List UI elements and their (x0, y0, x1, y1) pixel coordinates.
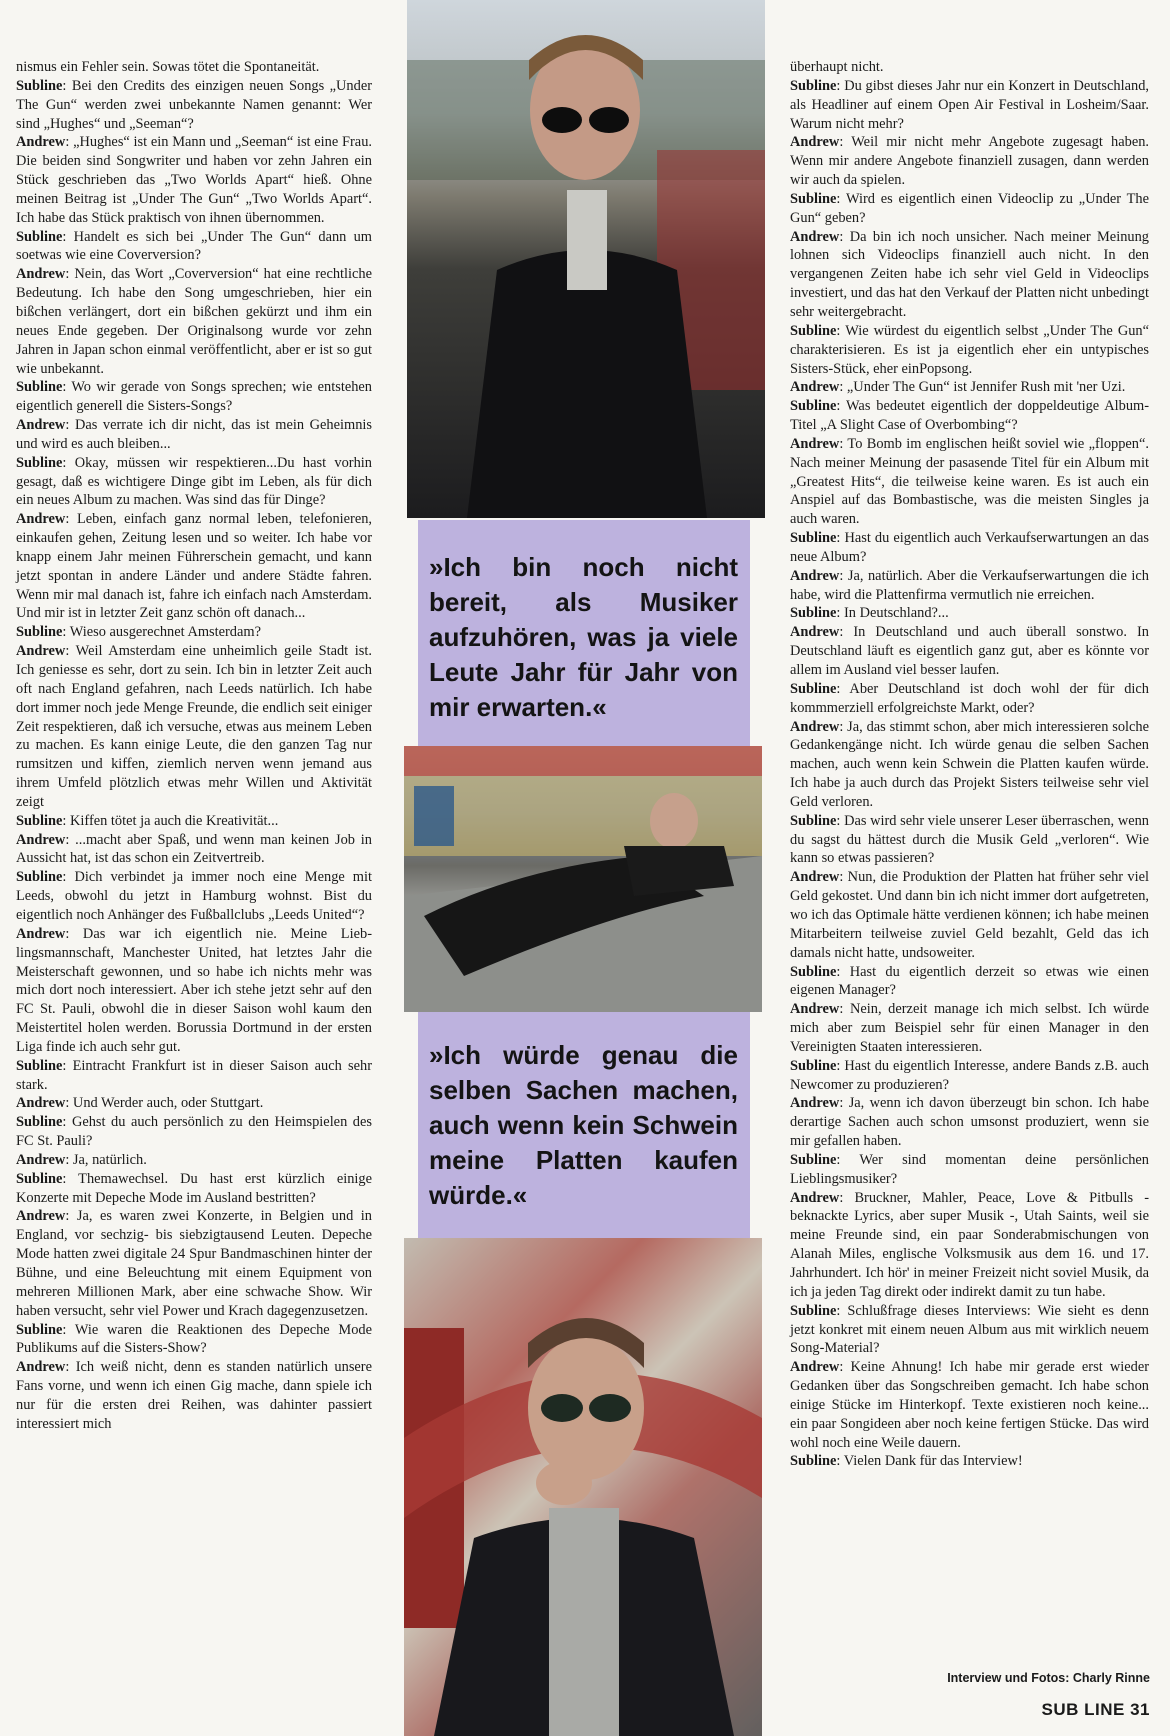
interview-paragraph: Andrew: Nein, das Wort „Coverversion“ hat eine rechtliche Bedeutung. Ich habe den Song umgeschrieben, hier ein bißchen verlängert, dort ein bißchen gekürzt und ihm ein neues Ende gegeben. Der Originalsong wurde vor zehn Jahren in Japan schon einmal veröffentlicht, aber er ist so gut wie unbekannt. (16, 266, 372, 377)
speaker-name: Andrew (16, 134, 66, 151)
speaker-name: Subline (16, 812, 63, 829)
interview-paragraph: Andrew: Nun, die Produktion der Platten hat früher sehr viel Geld gekostet. Und dann bin ich nicht immer dort aufgetreten, wo ich das Optimale hätte verdienen können; ich habe meinen Mitarbeitern teilweise zuviel Geld bezahlt, Geld das ich damals nicht hatte, undsoweiter. (790, 869, 1149, 961)
interview-paragraph: Andrew: Das verrate ich dir nicht, das ist mein Geheimnis und wird es auch bleiben... (16, 417, 372, 452)
speaker-name: Andrew (16, 1095, 66, 1112)
speaker-name: Andrew (790, 228, 840, 245)
speaker-name: Andrew (790, 1001, 840, 1018)
paragraph-text: Und Werder auch, oder Stuttgart. (72, 1095, 264, 1112)
speaker-name: Andrew (16, 417, 66, 434)
paragraph-text: In Deutschland und auch überall sonstwo. In Deutschland läuft es eigentlich ganz gut, aber es könnte vor allem im Ausland viel besser laufen. (790, 624, 1149, 678)
interview-paragraph: Andrew: Ja, wenn ich davon überzeugt bin schon. Ich habe derartige Sachen auch schon umsonst produziert, wenn sie mir gefallen haben. (790, 1095, 1149, 1150)
interview-paragraph: Andrew: Weil mir nicht mehr Angebote zugesagt haben. Wenn mir andere Angebote finanziell zusagen, dann werden wir auch da spielen. (790, 134, 1149, 189)
interview-paragraph: Subline: Aber Deutschland ist doch wohl der für dich kommmerziell erfolgreichste Markt, oder? (790, 680, 1149, 716)
speaker-name: Subline (790, 605, 837, 622)
speaker-name: Andrew (16, 831, 66, 848)
smoking-portrait-photo (404, 1238, 762, 1736)
paragraph-text: Wird es eigentlich einen Videoclip zu „Under The Gun“ geben? (790, 190, 1149, 226)
paragraph-text: ...macht aber Spaß, und wenn man keinen Job in Aussicht hat, ist das schon ein Zeitvertreib. (16, 831, 372, 867)
paragraph-text: Eintracht Frankfurt ist in dieser Saison auch sehr stark. (16, 1057, 372, 1093)
paragraph-text: nismus ein Fehler sein. Sowas tötet die Spontaneität. (16, 59, 320, 75)
interview-paragraph: Subline: In Deutschland?... (790, 605, 949, 622)
speaker-name: Subline (790, 398, 837, 415)
speaker-name: Andrew (790, 435, 840, 452)
paragraph-text: Wieso ausgerechnet Amsterdam? (69, 624, 261, 641)
paragraph-text: Dich verbindet ja immer noch eine Menge mit Leeds, obwohl du jetzt in Hamburg wohnst. Bist du eigentlich noch Anhänger des Fußballclubs „Leeds United“? (16, 869, 372, 923)
speaker-name: Subline (16, 228, 63, 245)
interview-paragraph (16, 58, 372, 77)
interview-paragraph: Subline: Wird es eigentlich einen Videoclip zu „Under The Gun“ geben? (790, 190, 1149, 226)
paragraph-text: Nein, das Wort „Coverversion“ hat eine rechtliche Bedeutung. Ich habe den Song umgeschrieben, hier ein bißchen verlängert, dort ein bißchen gekürzt und ihm ein neues Ende gegeben. Der Originalsong wurde vor zehn Jahren in Japan schon einmal veröffentlicht, aber er ist so gut wie unbekannt. (16, 266, 372, 377)
speaker-name: Subline (790, 1302, 837, 1319)
interview-paragraph: Subline: Okay, müssen wir respektieren...Du hast vorhin gesagt, daß es wichtigere Dinge gibt im Leben, als für dich ein neues Album zu machen. Was sind das für Dinge? (16, 454, 372, 509)
speaker-name: Andrew (790, 1189, 840, 1206)
paragraph-text: Das war ich eigentlich nie. Meine Lieblingsmannschaft, Manchester United, hat letztes Jahr die Meisterschaft gewonnen, und so habe ich nichts mehr was mich dort noch interessiert. Aber ich stehe jetzt sehr auf den FC St. Pauli, obwohl die in dieser Saison wohl kaum den Meistertitel holen werden. Borussia Dortmund in der ersten Liga finde ich auch sehr gut. (16, 925, 372, 1055)
speaker-name: Subline (790, 680, 837, 697)
paragraph-text: Ja, natürlich. Aber die Verkaufserwartungen die ich habe, wird die Plattenfirma vermutlich nie erreichen. (790, 567, 1149, 603)
speaker-name: Subline (16, 1170, 63, 1187)
paragraph-text: Wie würdest du eigentlich selbst „Under The Gun“ charakterisieren. Es ist ja eigentlich eher ein untypisches Sisters-Stück, eher einPopsong. (790, 322, 1149, 377)
reclining-photo (404, 746, 762, 1012)
speaker-name: Andrew (790, 624, 840, 641)
pull-quote-1: »Ich bin noch nicht bereit, als Musiker aufzuhören, was ja viele Leute Jahr für Jahr von mir erwarten.« (418, 520, 750, 746)
paragraph-text: Okay, müssen wir respektieren...Du hast vorhin gesagt, daß es wichtigere Dinge gibt im Leben, als für dich ein neues Album zu machen. Was sind das für Dinge? (16, 454, 372, 509)
interview-paragraph: Subline: Bei den Credits des einzigen neuen Songs „Under The Gun“ werden zwei unbekannte Namen genannt: Wer sind „Hughes“ und „Seeman“? (16, 77, 372, 132)
magazine-name: SUB LINE (1041, 1700, 1125, 1719)
interview-paragraph: Subline: Handelt es sich bei „Under The Gun“ dann um soetwas wie eine Coverversion? (16, 228, 372, 264)
paragraph-text: Keine Ahnung! Ich habe mir gerade erst wieder Gedanken über das Songschreiben gemacht. Ich habe schon einige Stücke im Hinterkopf. Texte existieren noch keine... ein paar Songideen aber noch keine fertigen Stücke. Das wird wohl noch eine Weile dauern. (790, 1359, 1149, 1451)
interview-paragraph: Andrew: Ja, es waren zwei Konzerte, in Belgien und in England, vor sechzig- bis siebzigtausend Leuten. Depeche Mode hatten zwei digitale 24 Spur Bandmaschinen hinter der Bühne, und eine Beleuchtung mit einem Equipment von mehreren Millionen Mark, aber eine schwache Show. Wir haben versucht, sehr viel Power und Krach dagegenzusetzen. (16, 1208, 372, 1319)
speaker-name: Subline (790, 530, 837, 547)
paragraph-text: Kiffen tötet ja auch die Kreativität... (70, 812, 279, 829)
paragraph-text: Nun, die Produktion der Platten hat früher sehr viel Geld gekostet. Und dann bin ich nicht immer dort aufgetreten, wo ich das Optimale hätte verdienen können; ich habe meinen Mitarbeitern teilweise zuviel Geld bezahlt, Geld das ich damals nicht hatte, undsoweiter. (790, 869, 1149, 961)
interview-paragraph: Subline: Eintracht Frankfurt ist in dieser Saison auch sehr stark. (16, 1057, 372, 1093)
paragraph-text: Ja, es waren zwei Konzerte, in Belgien und in England, vor sechzig- bis siebzigtausend Leuten. Depeche Mode hatten zwei digitale 24 Spur Bandmaschinen hinter der Bühne, und eine Beleuchtung mit einem Equipment von mehreren Millionen Mark, aber eine schwache Show. Wir haben versucht, sehr viel Power und Krach dagegenzusetzen. (16, 1208, 372, 1319)
speaker-name: Andrew (790, 379, 840, 396)
article-column-left (16, 58, 372, 1434)
paragraph-text: Nein, derzeit manage ich mich selbst. Ich würde mich aber zum Beispiel sehr für einen Manager in den Vereinigten Staaten interessieren. (790, 1001, 1149, 1055)
speaker-name: Andrew (790, 134, 840, 151)
interview-paragraph: Andrew: ...macht aber Spaß, und wenn man keinen Job in Aussicht hat, ist das schon ein Zeitvertreib. (16, 831, 372, 867)
paragraph-text: Wie waren die Reaktionen des Depeche Mode Publikums auf die Sisters-Show? (16, 1321, 372, 1357)
interview-paragraph: Andrew: In Deutschland und auch überall sonstwo. In Deutschland läuft es eigentlich ganz gut, aber es könnte vor allem im Ausland viel besser laufen. (790, 624, 1149, 678)
interview-paragraph: Subline: Hast du eigentlich Interesse, andere Bands z.B. auch Newcomer zu produzieren? (790, 1057, 1149, 1093)
speaker-name: Andrew (790, 869, 840, 886)
speaker-name: Subline (790, 963, 837, 980)
speaker-name: Andrew (16, 1151, 66, 1168)
interview-paragraph: Subline: Themawechsel. Du hast erst kürzlich einige Konzerte mit Depeche Mode im Ausland bestritten? (16, 1170, 372, 1206)
paragraph-text: Schlußfrage dieses Interviews: Wie sieht es denn jetzt konkret mit einem neuen Album aus mit wirklich neuem Song-Material? (790, 1302, 1149, 1357)
interview-paragraph: Andrew: Ja, natürlich. (16, 1151, 147, 1168)
paragraph-text: Hast du eigentlich derzeit so etwas wie einen eigenen Manager? (790, 963, 1149, 999)
pull-quote-2: »Ich würde genau die selben Sachen machen, auch wenn kein Schwein meine Platten kaufen würde.« (418, 1012, 750, 1238)
photo-credit: Interview und Fotos: Charly Rinne (947, 1671, 1150, 1685)
interview-paragraph: Andrew: Ich weiß nicht, denn es standen natürlich unsere Fans vorne, und wenn ich einen Gig mache, dann spiele ich nur für die ersten drei Reihen, was dahinter passiert interessiert mich (16, 1359, 372, 1432)
article-column-right (790, 58, 1149, 1471)
speaker-name: Subline (790, 812, 837, 829)
paragraph-text: Was bedeutet eigentlich der doppeldeutige Album-Titel „A Slight Case of Overbombing“? (790, 398, 1149, 434)
paragraph-text: „Hughes“ ist ein Mann und „Seeman“ ist eine Frau. Die beiden sind Songwriter und haben vor zehn Jahren ein Stück geschrieben das „Two Worlds Apart“ hieß. Ohne meinen Beitrag ist „Under The Gun“ „Two Worlds Apart“. Ich habe das Stück praktisch von ihnen übernommen. (16, 134, 372, 226)
interview-paragraph: Andrew: Das war ich eigentlich nie. Meine Lieblingsmannschaft, Manchester United, hat letztes Jahr die Meisterschaft gewonnen, und so habe ich nichts mehr was mich dort noch interessiert. Aber ich stehe jetzt sehr auf den FC St. Pauli, obwohl die in dieser Saison wohl kaum den Meistertitel holen werden. Borussia Dortmund in der ersten Liga finde ich auch sehr gut. (16, 925, 372, 1055)
paragraph-text: Das wird sehr viele unserer Leser überraschen, wenn du sagst du hättest durch die Musik Geld „verloren“. Wie kann so etwas passieren? (790, 812, 1149, 867)
speaker-name: Andrew (16, 643, 66, 660)
interview-paragraph: Andrew: Weil Amsterdam eine unheimlich geile Stadt ist. Ich geniesse es sehr, dort zu sein. Ich bin in letzter Zeit auch oft nach England gefahren, nach Leeds natürlich. Ich habe dort immer noch jede Menge Freunde, die endlich seit einiger Zeit respektieren, daß ich versuche, etwas aus meinem Leben zu machen. Es kann einige Leute, die den ganzen Tag nur rumsitzen und kiffen, ziemlich nerven wenn jemand aus ihrem Umfeld plötzlich etwas mehr Willen und Aktivität zeigt (16, 643, 372, 810)
speaker-name: Subline (790, 1151, 837, 1168)
paragraph-text: Wer sind momentan deine persönlichen Lieblingsmusiker? (790, 1151, 1149, 1187)
paragraph-text: Aber Deutschland ist doch wohl der für dich kommmerziell erfolgreichste Markt, oder? (790, 680, 1149, 716)
speaker-name: Subline (790, 1453, 837, 1470)
speaker-name: Andrew (790, 718, 840, 735)
speaker-name: Subline (16, 1321, 63, 1338)
paragraph-text: Weil mir nicht mehr Angebote zugesagt haben. Wenn mir andere Angebote finanziell zusagen, dann werden wir auch da spielen. (790, 134, 1149, 189)
speaker-name: Subline (16, 1114, 63, 1131)
speaker-name: Andrew (790, 1095, 840, 1112)
paragraph-text: Hast du eigentlich Interesse, andere Bands z.B. auch Newcomer zu produzieren? (790, 1057, 1149, 1093)
interview-paragraph: Subline: Hast du eigentlich auch Verkaufserwartungen an das neue Album? (790, 530, 1149, 565)
paragraph-text: Wo wir gerade von Songs sprechen; wie entstehen eigentlich generell die Sisters-Songs? (16, 379, 372, 415)
paragraph-text: überhaupt nicht. (790, 59, 884, 75)
speaker-name: Subline (16, 379, 63, 396)
interview-paragraph: Andrew: Bruckner, Mahler, Peace, Love & Pitbulls - beknackte Lyrics, aber super Musik -, Utah Saints, weil sie meine Freunde sind, ein paar Sonderabmischungen von Alanah Miles, englische Volksmusik aus dem 16. und 17. Jahrhundert. Ich hör' in meiner Freizeit nicht soviel Musik, da ich ja jeden Tag direkt oder indirekt damit zu tun habe. (790, 1189, 1149, 1300)
speaker-name: Andrew (16, 511, 66, 528)
paragraph-text: Leben, einfach ganz normal leben, telefonieren, einkaufen gehen, Zeitung lesen und so weiter. Ich habe vor knapp einem Jahr meinen Führerschein gemacht, und kann jetzt spontan in andere Länder und andere Städte fahren. Wenn mir mal danach ist, fahre ich einfach nach Amsterdam. Und mir ist in letzter Zeit ganz schön oft danach... (16, 511, 372, 622)
interview-paragraph: Andrew: Leben, einfach ganz normal leben, telefonieren, einkaufen gehen, Zeitung lesen und so weiter. Ich habe vor knapp einem Jahr meinen Führerschein gemacht, und kann jetzt spontan in andere Länder und andere Städte fahren. Wenn mir mal danach ist, fahre ich einfach nach Amsterdam. Und mir ist in letzter Zeit ganz schön oft danach... (16, 511, 372, 622)
paragraph-text: Themawechsel. Du hast erst kürzlich einige Konzerte mit Depeche Mode im Ausland bestritten? (16, 1170, 372, 1206)
page-number: 31 (1130, 1700, 1150, 1719)
interview-paragraph: Subline: Wie waren die Reaktionen des Depeche Mode Publikums auf die Sisters-Show? (16, 1321, 372, 1357)
interview-paragraph (790, 58, 1149, 77)
interview-paragraph: Subline: Wieso ausgerechnet Amsterdam? (16, 624, 261, 641)
interview-paragraph: Subline: Wer sind momentan deine persönlichen Lieblingsmusiker? (790, 1151, 1149, 1187)
interview-paragraph: Subline: Schlußfrage dieses Interviews: Wie sieht es denn jetzt konkret mit einem neuen Album aus mit wirklich neuem Song-Material? (790, 1302, 1149, 1357)
interview-paragraph: Subline: Gehst du auch persönlich zu den Heimspielen des FC St. Pauli? (16, 1114, 372, 1150)
interview-paragraph: Andrew: „Under The Gun“ ist Jennifer Rush mit 'ner Uzi. (790, 379, 1126, 396)
paragraph-text: Weil Amsterdam eine unheimlich geile Stadt ist. Ich geniesse es sehr, dort zu sein. Ich bin in letzter Zeit auch oft nach England gefahren, nach Leeds natürlich. Ich habe dort immer noch jede Menge Freunde, die endlich seit einiger Zeit respektieren, daß ich versuche, etwas aus meinem Leben zu machen. Es kann einige Leute, die den ganzen Tag nur rumsitzen und kiffen, ziemlich nerven wenn jemand aus ihrem Umfeld plötzlich etwas mehr Willen und Aktivität zeigt (16, 643, 372, 810)
speaker-name: Subline (790, 1057, 837, 1074)
interview-paragraph: Andrew: „Hughes“ ist ein Mann und „Seeman“ ist eine Frau. Die beiden sind Songwriter und haben vor zehn Jahren ein Stück geschrieben das „Two Worlds Apart“ hieß. Ohne meinen Beitrag ist „Under The Gun“ „Two Worlds Apart“. Ich habe das Stück praktisch von ihnen übernommen. (16, 134, 372, 226)
interview-paragraph: Andrew: Nein, derzeit manage ich mich selbst. Ich würde mich aber zum Beispiel sehr für einen Manager in den Vereinigten Staaten interessieren. (790, 1001, 1149, 1055)
paragraph-text: Hast du eigentlich auch Verkaufserwartungen an das neue Album? (790, 530, 1149, 565)
speaker-name: Subline (16, 454, 63, 471)
interview-paragraph: Andrew: Da bin ich noch unsicher. Nach meiner Meinung lohnen sich Videoclips finanziell auch nicht. In den vergangenen Zeiten habe ich sehr viel Geld in Videoclips investiert, und das hat den Verkauf der Platten nicht unbedingt sehr weitergebracht. (790, 228, 1149, 320)
speaker-name: Andrew (16, 266, 66, 283)
speaker-name: Subline (16, 1057, 63, 1074)
interview-paragraph: Andrew: Ja, natürlich. Aber die Verkaufserwartungen die ich habe, wird die Plattenfirma vermutlich nie erreichen. (790, 567, 1149, 603)
paragraph-text: „Under The Gun“ ist Jennifer Rush mit 'ner Uzi. (846, 379, 1126, 396)
speaker-name: Andrew (790, 1359, 840, 1376)
paragraph-text: Ja, das stimmt schon, aber mich interessieren solche Gedankengänge nicht. Ich würde genau die selben Sachen machen, auch wenn kein Schwein die Platten kaufen würde. Ich habe ja auch durch das Projekt Sisters teilweise sehr viel Geld verloren. (790, 718, 1149, 810)
paragraph-text: In Deutschland?... (844, 605, 949, 622)
interview-paragraph: Subline: Du gibst dieses Jahr nur ein Konzert in Deutschland, als Headliner auf einem Open Air Festival in Losheim/Saar. Warum nicht mehr? (790, 77, 1149, 132)
page-footer (980, 1700, 1150, 1720)
interview-paragraph: Subline: Kiffen tötet ja auch die Kreativität... (16, 812, 279, 829)
paragraph-text: Da bin ich noch unsicher. Nach meiner Meinung lohnen sich Videoclips finanziell auch nicht. In den vergangenen Zeiten habe ich sehr viel Geld in Videoclips investiert, und das hat den Verkauf der Platten nicht unbedingt sehr weitergebracht. (790, 228, 1149, 320)
interview-paragraph: Subline: Vielen Dank für das Interview! (790, 1453, 1023, 1470)
speaker-name: Andrew (16, 1359, 66, 1376)
interview-paragraph: Subline: Dich verbindet ja immer noch eine Menge mit Leeds, obwohl du jetzt in Hamburg wohnst. Bist du eigentlich noch Anhänger des Fußballclubs „Leeds United“? (16, 869, 372, 923)
interview-paragraph: Andrew: Und Werder auch, oder Stuttgart. (16, 1095, 264, 1112)
interview-paragraph: Andrew: To Bomb im englischen heißt soviel wie „floppen“. Nach meiner Meinung der pasasende Titel für ein Album mit „Greatest Hits“, die teilweise keine waren. Es ist auch ein Anspiel auf das Bombastische, was die meisten Singles ja auch waren. (790, 435, 1149, 528)
paragraph-text: Gehst du auch persönlich zu den Heimspielen des FC St. Pauli? (16, 1114, 372, 1150)
interview-paragraph: Andrew: Ja, das stimmt schon, aber mich interessieren solche Gedankengänge nicht. Ich würde genau die selben Sachen machen, auch wenn kein Schwein die Platten kaufen würde. Ich habe ja auch durch das Projekt Sisters teilweise sehr viel Geld verloren. (790, 718, 1149, 810)
speaker-name: Subline (790, 190, 837, 207)
interview-paragraph: Subline: Das wird sehr viele unserer Leser überraschen, wenn du sagst du hättest durch die Musik Geld „verloren“. Wie kann so etwas passieren? (790, 812, 1149, 867)
paragraph-text: Bei den Credits des einzigen neuen Songs „Under The Gun“ werden zwei unbekannte Namen genannt: Wer sind „Hughes“ und „Seeman“? (16, 77, 372, 132)
speaker-name: Subline (16, 869, 63, 886)
speaker-name: Subline (790, 322, 837, 339)
paragraph-text: Ja, natürlich. (72, 1151, 147, 1168)
paragraph-text: Das verrate ich dir nicht, das ist mein Geheimnis und wird es auch bleiben... (16, 417, 372, 452)
paragraph-text: Vielen Dank für das Interview! (843, 1453, 1023, 1470)
paragraph-text: Ich weiß nicht, denn es standen natürlich unsere Fans vorne, und wenn ich einen Gig mache, dann spiele ich nur für die ersten drei Reihen, was dahinter passiert interessiert mich (16, 1359, 372, 1432)
paragraph-text: Bruckner, Mahler, Peace, Love & Pitbulls - beknackte Lyrics, aber super Musik -, Utah Saints, weil sie meine Freunde sind, ein paar Sonderabmischungen von Alanah Miles, englische Volksmusik aus dem 16. und 17. Jahrhundert. Ich hör' in meiner Freizeit nicht soviel Musik, da ich ja jeden Tag direkt oder indirekt damit zu tun habe. (790, 1189, 1149, 1300)
paragraph-text: Handelt es sich bei „Under The Gun“ dann um soetwas wie eine Coverversion? (16, 228, 372, 264)
interview-paragraph: Subline: Hast du eigentlich derzeit so etwas wie einen eigenen Manager? (790, 963, 1149, 999)
speaker-name: Subline (790, 77, 837, 94)
speaker-name: Subline (16, 624, 63, 641)
interview-paragraph: Subline: Wie würdest du eigentlich selbst „Under The Gun“ charakterisieren. Es ist ja eigentlich eher ein untypisches Sisters-Stück, eher einPopsong. (790, 322, 1149, 377)
paragraph-text: To Bomb im englischen heißt soviel wie „floppen“. Nach meiner Meinung der pasasende Titel für ein Album mit „Greatest Hits“, die teilweise keine waren. Es ist auch ein Anspiel auf das Bombastische, was die meisten Singles ja auch waren. (790, 435, 1149, 528)
interview-paragraph: Subline: Was bedeutet eigentlich der doppeldeutige Album-Titel „A Slight Case of Overbombing“? (790, 398, 1149, 434)
speaker-name: Andrew (16, 925, 66, 942)
speaker-name: Subline (16, 77, 63, 94)
paragraph-text: Ja, wenn ich davon überzeugt bin schon. Ich habe derartige Sachen auch schon umsonst produziert, wenn sie mir gefallen haben. (790, 1095, 1149, 1150)
interview-paragraph: Subline: Wo wir gerade von Songs sprechen; wie entstehen eigentlich generell die Sisters-Songs? (16, 379, 372, 415)
speaker-name: Andrew (16, 1208, 66, 1225)
interview-paragraph: Andrew: Keine Ahnung! Ich habe mir gerade erst wieder Gedanken über das Songschreiben gemacht. Ich habe schon einige Stücke im Hinterkopf. Texte existieren noch keine... ein paar Songideen aber noch keine fertigen Stücke. Das wird wohl noch eine Weile dauern. (790, 1359, 1149, 1451)
paragraph-text: Du gibst dieses Jahr nur ein Konzert in Deutschland, als Headliner auf einem Open Air Festival in Losheim/Saar. Warum nicht mehr? (790, 77, 1149, 132)
speaker-name: Andrew (790, 567, 840, 584)
portrait-photo-top (407, 0, 765, 518)
